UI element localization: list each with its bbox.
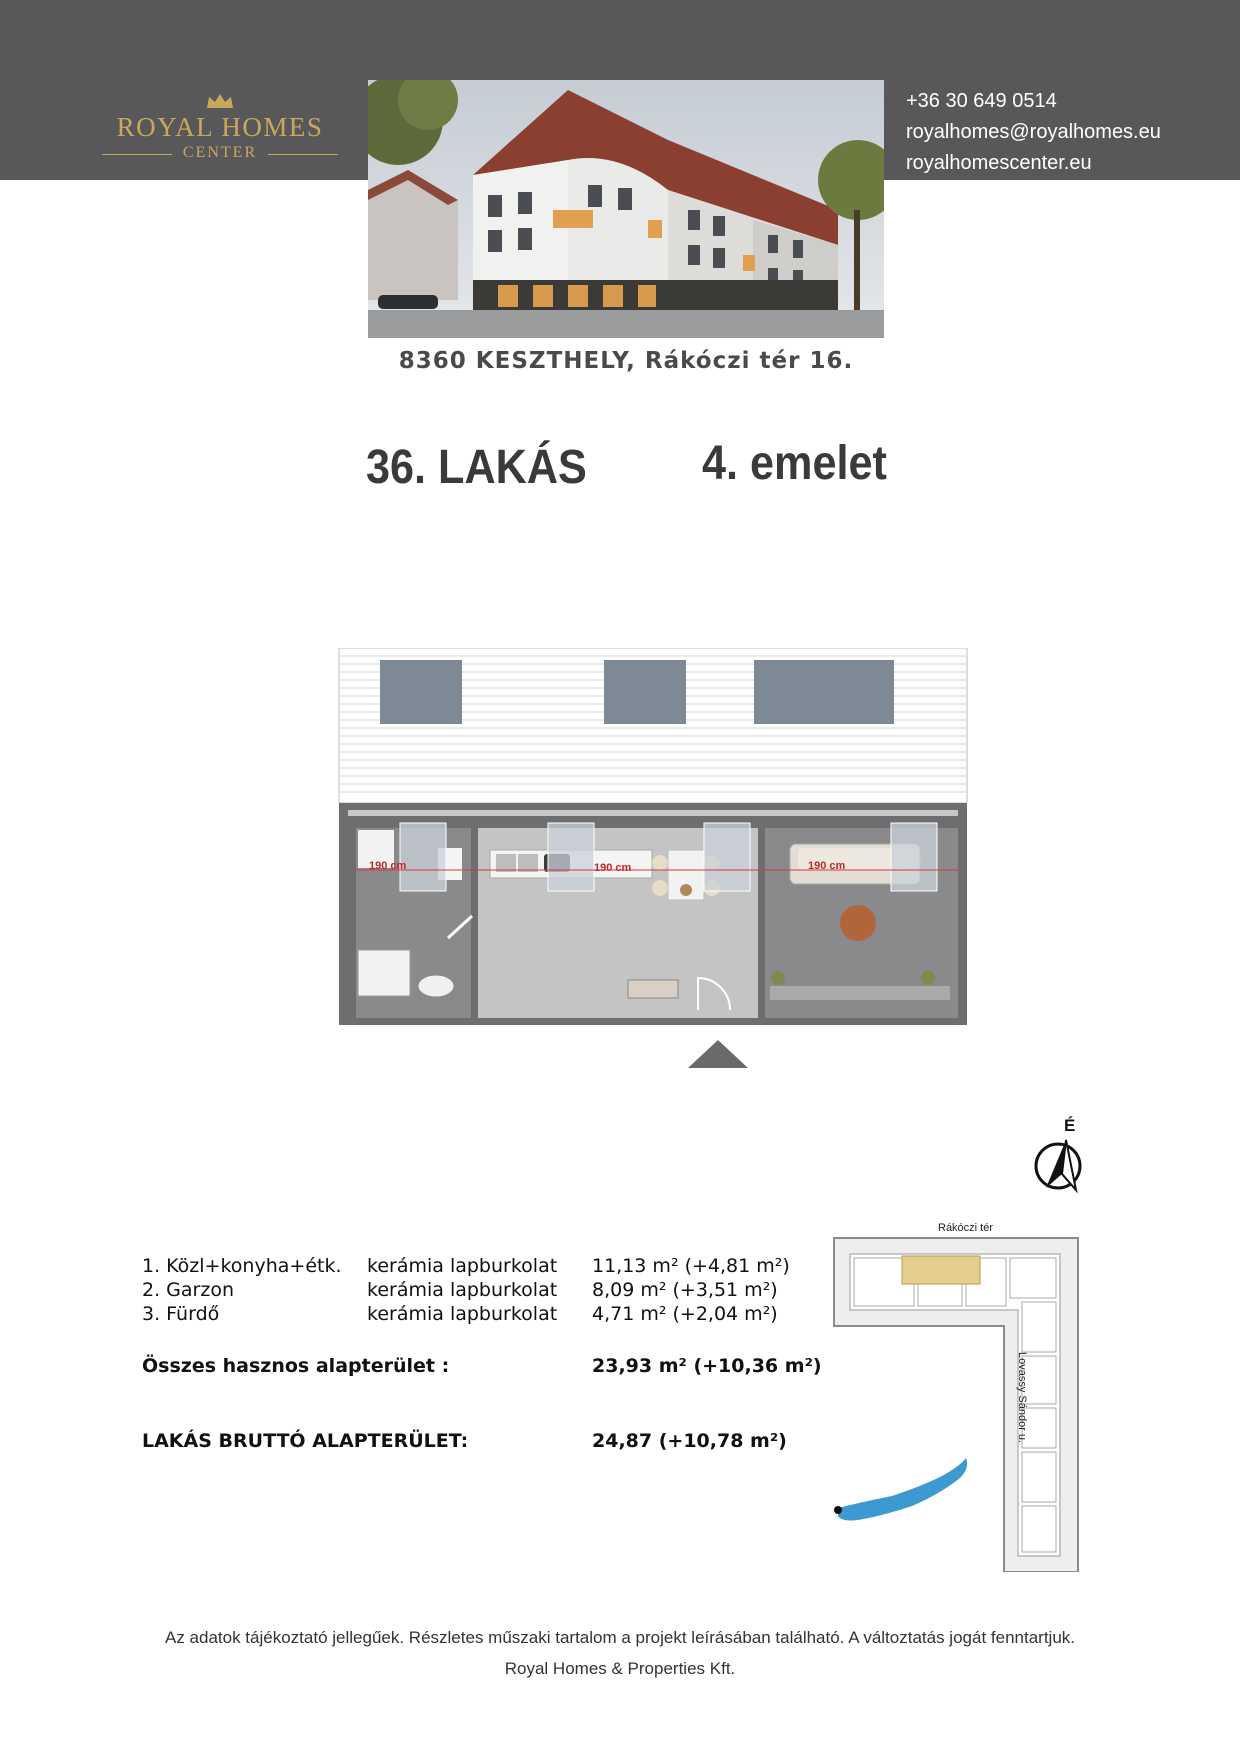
room-name: 1. Közl+konyha+étk. <box>142 1255 342 1277</box>
apartment-title: 36. LAKÁS <box>366 441 587 494</box>
floor-title: 4. emelet <box>702 437 887 490</box>
dimension-label-kitchen: 190 cm <box>594 862 632 874</box>
footer-disclaimer: Az adatok tájékoztató jellegűek. Részletes műszaki tartalom a projekt leírásában található. A változtatás jogát fenntartjuk. <box>164 1628 1075 1647</box>
useful-area-label: Összes hasznos alapterület : <box>142 1355 450 1377</box>
site-plan <box>832 1222 1092 1574</box>
contact-info <box>906 86 1161 179</box>
north-compass <box>1032 1116 1092 1196</box>
room-name: 2. Garzon <box>142 1279 234 1301</box>
contact-phone[interactable]: +36 30 649 0514 <box>906 90 1057 112</box>
contact-website[interactable]: royalhomescenter.eu <box>906 152 1092 174</box>
room-area: 11,13 m² (+4,81 m²) <box>592 1255 790 1277</box>
gross-area-label: LAKÁS BRUTTÓ ALAPTERÜLET: <box>142 1430 469 1452</box>
contact-email[interactable]: royalhomes@royalhomes.eu <box>906 121 1161 143</box>
useful-area-value: 23,93 m² (+10,36 m²) <box>592 1355 822 1377</box>
logo-title: ROYAL HOMES <box>116 112 324 142</box>
footer <box>0 1622 1240 1684</box>
compass-icon <box>1032 1138 1084 1194</box>
lake-locator-icon <box>832 1454 972 1526</box>
logo-subtitle: CENTER <box>182 144 258 161</box>
room-flooring: kerámia lapburkolat <box>367 1255 558 1277</box>
room-flooring: kerámia lapburkolat <box>367 1279 558 1301</box>
room-area: 8,09 m² (+3,51 m²) <box>592 1279 778 1301</box>
logo-rule-right <box>268 154 338 155</box>
room-flooring: kerámia lapburkolat <box>367 1303 558 1325</box>
company-logo <box>100 92 340 172</box>
building-rendering <box>368 80 884 338</box>
crown-icon <box>205 92 235 110</box>
room-area: 4,71 m² (+2,04 m²) <box>592 1303 778 1325</box>
street-label-right: Lovassy Sándor u. <box>1016 1352 1028 1444</box>
address: 8360 KESZTHELY, Rákóczi tér 16. <box>398 348 854 374</box>
room-name: 3. Fürdő <box>142 1303 220 1325</box>
floor-plan <box>338 648 968 1070</box>
dimension-label-bath: 190 cm <box>369 860 407 872</box>
footer-company: Royal Homes & Properties Kft. <box>504 1659 736 1678</box>
entrance-arrow-icon <box>688 1038 748 1070</box>
gross-area-value: 24,87 (+10,78 m²) <box>592 1430 787 1452</box>
compass-label: É <box>1064 1116 1076 1135</box>
dimension-label-living: 190 cm <box>808 860 846 872</box>
street-label-top: Rákóczi tér <box>938 1222 994 1234</box>
